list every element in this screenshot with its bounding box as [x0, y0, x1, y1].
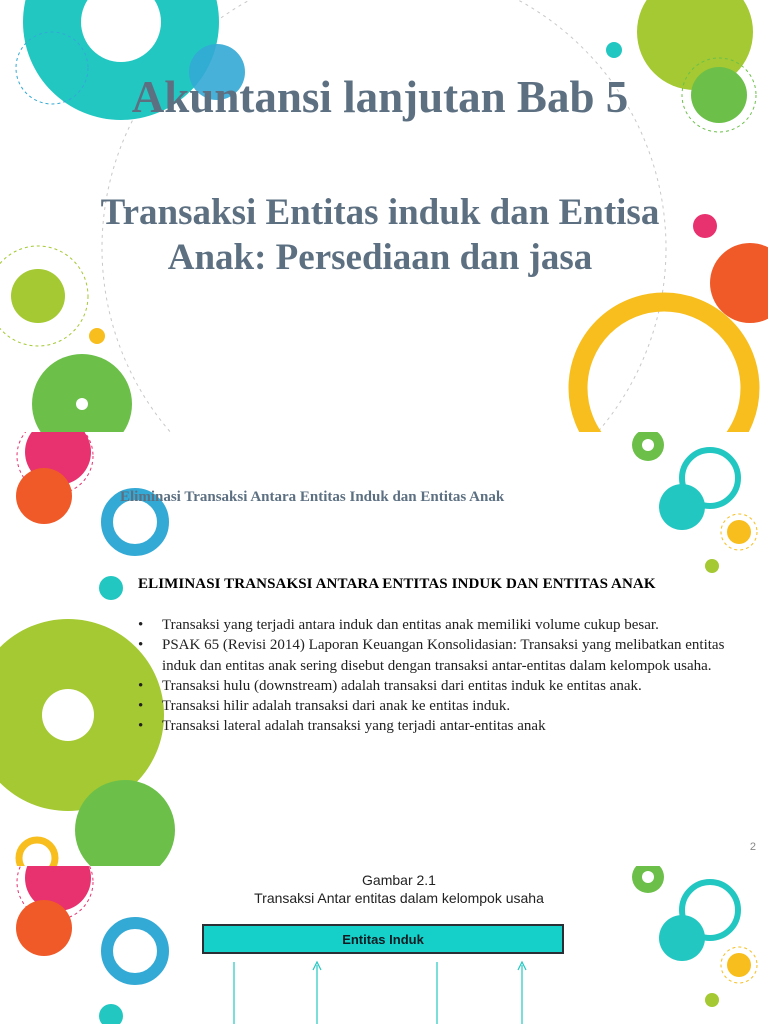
section-heading: ELIMINASI TRANSAKSI ANTARA ENTITAS INDUK DAN ENTITAS ANAK	[138, 576, 656, 592]
bullet-list	[138, 615, 762, 737]
entitas-induk-box: Entitas Induk	[202, 924, 564, 954]
list-item: • Transaksi yang terjadi antara induk dan entitas anak memiliki volume cukup besar.	[162, 615, 762, 635]
list-item: • Transaksi hulu (downstream) adalah transaksi dari entitas induk ke entitas anak.	[162, 676, 762, 696]
figure-label: Gambar 2.1	[362, 872, 436, 888]
figure-slide	[0, 866, 768, 1024]
page-number: 2	[749, 841, 756, 853]
figure-caption: Transaksi Antar entitas dalam kelompok usaha	[254, 890, 544, 906]
content-slide	[0, 432, 768, 866]
page-subtitle: Transaksi Entitas induk dan Entisa Anak: Persediaan dan jasa	[100, 192, 660, 278]
list-item: • Transaksi lateral adalah transaksi yang terjadi antar-entitas anak	[162, 716, 762, 736]
slide-heading: Eliminasi Transaksi Antara Entitas Induk dan Entitas Anak	[120, 489, 505, 505]
page-title: Akuntansi lanjutan Bab 5	[131, 72, 629, 122]
title-slide	[0, 0, 768, 432]
list-item: • Transaksi hilir adalah transaksi dari anak ke entitas induk.	[162, 696, 762, 716]
list-item: • PSAK 65 (Revisi 2014) Laporan Keuangan Konsolidasian: Transaksi yang melibatkan entitas induk dan entitas anak sering disebut dengan transaksi antar-entitas dalam kelompok usaha.	[162, 635, 762, 676]
connector-lines	[234, 962, 526, 1024]
